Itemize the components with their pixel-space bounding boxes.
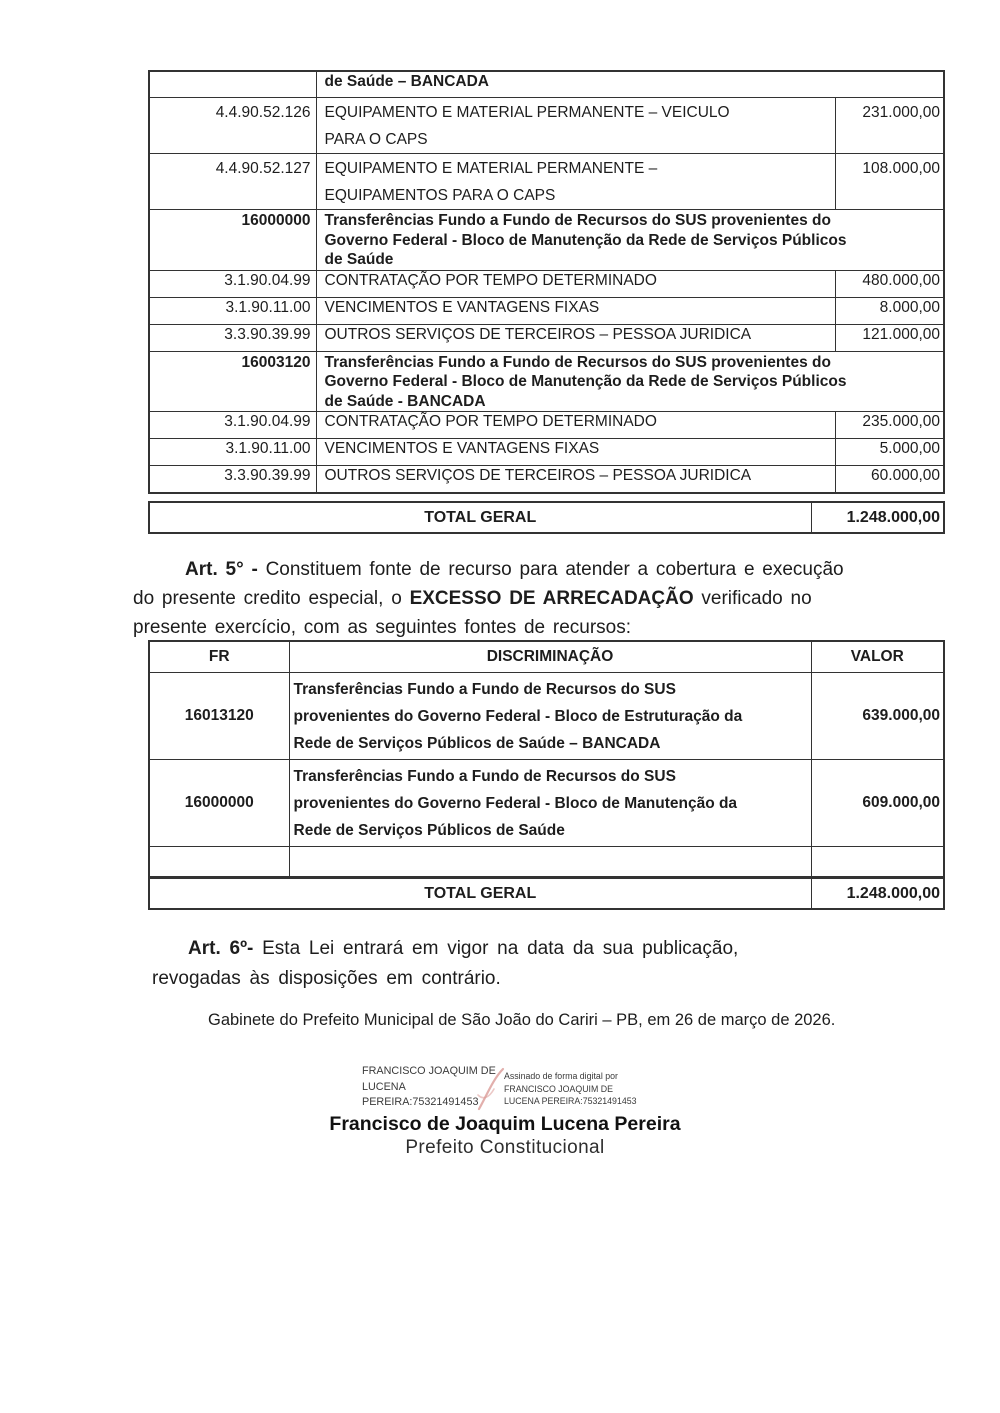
sources-empty-row xyxy=(149,847,944,878)
budget-code: 3.1.90.11.00 xyxy=(149,297,316,324)
budget-desc: EQUIPAMENTO E MATERIAL PERMANENTE – EQUIPAMENTOS PARA O CAPS xyxy=(316,154,835,210)
budget-desc: CONTRATAÇÃO POR TEMPO DETERMINADO xyxy=(316,412,835,439)
table-row xyxy=(149,324,944,351)
article-5-text-1: Constituem fonte de recurso para atender a cobertura e execução do presente credito especial, o xyxy=(133,559,844,609)
sources-row xyxy=(149,760,944,847)
total-row xyxy=(149,878,944,909)
budget-code: 3.1.90.11.00 xyxy=(149,439,316,466)
sources-row xyxy=(149,673,944,760)
budget-desc: Transferências Fundo a Fundo de Recursos do SUS provenientes do Governo Federal - Bloco de Manutenção da Rede de Serviços Públicos de Saúde xyxy=(316,210,944,271)
source-fr xyxy=(149,847,289,878)
total-value: 1.248.000,00 xyxy=(811,502,944,533)
budget-code: 3.3.90.39.99 xyxy=(149,466,316,494)
source-fr: 16013120 xyxy=(149,673,289,760)
dateline: Gabinete do Prefeito Municipal de São João do Cariri – PB, em 26 de março de 2026. xyxy=(208,1011,836,1029)
table-row xyxy=(149,412,944,439)
budget-value: 108.000,00 xyxy=(835,154,944,210)
source-value xyxy=(811,847,944,878)
article-5-emphasis: EXCESSO DE ARRECADAÇÃO xyxy=(409,588,694,609)
budget-desc: de Saúde – BANCADA xyxy=(316,71,944,98)
source-value: 639.000,00 xyxy=(811,673,944,760)
table-row xyxy=(149,98,944,154)
table-row xyxy=(149,154,944,210)
table-row xyxy=(149,297,944,324)
source-fr: 16000000 xyxy=(149,760,289,847)
budget-value: 231.000,00 xyxy=(835,98,944,154)
sources-table xyxy=(148,640,945,878)
budget-desc: VENCIMENTOS E VANTAGENS FIXAS xyxy=(316,297,835,324)
budget-value: 5.000,00 xyxy=(835,439,944,466)
budget-code: 16003120 xyxy=(149,351,316,412)
total-value: 1.248.000,00 xyxy=(811,878,944,909)
table-row xyxy=(149,466,944,494)
budget-code: 3.3.90.39.99 xyxy=(149,324,316,351)
source-value: 609.000,00 xyxy=(811,760,944,847)
signature-certificate-text: FRANCISCO JOAQUIM DE LUCENA PEREIRA:75321491453 xyxy=(362,1065,496,1108)
budget-desc: VENCIMENTOS E VANTAGENS FIXAS xyxy=(316,439,835,466)
budget-value: 235.000,00 xyxy=(835,412,944,439)
budget-code xyxy=(149,71,316,98)
budget-code: 4.4.90.52.126 xyxy=(149,98,316,154)
budget-value: 121.000,00 xyxy=(835,324,944,351)
article-6-label: Art. 6º- xyxy=(188,938,263,959)
budget-code: 3.1.90.04.99 xyxy=(149,412,316,439)
total-table-1 xyxy=(148,501,945,534)
table-section-row xyxy=(149,351,944,412)
budget-code: 3.1.90.04.99 xyxy=(149,270,316,297)
table-row xyxy=(149,439,944,466)
budget-table xyxy=(148,70,945,494)
budget-desc: OUTROS SERVIÇOS DE TERCEIROS – PESSOA JURIDICA xyxy=(316,466,835,494)
header-discriminacao: DISCRIMINAÇÃO xyxy=(289,641,811,673)
total-table-2 xyxy=(148,877,945,910)
total-row xyxy=(149,502,944,533)
budget-value: 60.000,00 xyxy=(835,466,944,494)
article-5-label: Art. 5° - xyxy=(185,559,266,580)
article-6-paragraph xyxy=(152,934,835,994)
article-5-paragraph xyxy=(133,555,875,642)
header-valor: VALOR xyxy=(811,641,944,673)
budget-code: 4.4.90.52.127 xyxy=(149,154,316,210)
article-6-text: Esta Lei entrará em vigor na data da sua publicação, revogadas às disposições em contrário. xyxy=(152,938,739,989)
total-label: TOTAL GERAL xyxy=(149,878,811,909)
signature-flourish-icon xyxy=(476,1067,506,1111)
source-desc xyxy=(289,847,811,878)
budget-desc: Transferências Fundo a Fundo de Recursos do SUS provenientes do Governo Federal - Bloco de Manutenção da Rede de Serviços Públicos de Saúde - BANCADA xyxy=(316,351,944,412)
budget-desc: EQUIPAMENTO E MATERIAL PERMANENTE – VEICULO PARA O CAPS xyxy=(316,98,835,154)
budget-value: 480.000,00 xyxy=(835,270,944,297)
signer-name: Francisco de Joaquim Lucena Pereira xyxy=(329,1113,681,1135)
table-row xyxy=(149,270,944,297)
total-label: TOTAL GERAL xyxy=(149,502,811,533)
budget-value: 8.000,00 xyxy=(835,297,944,324)
header-fr: FR xyxy=(149,641,289,673)
table-section-row xyxy=(149,210,944,271)
article-5-text-2: verificado no presente exercício, com as seguintes fontes de recursos: xyxy=(133,588,812,638)
signer-title: Prefeito Constitucional xyxy=(405,1137,605,1158)
source-desc: Transferências Fundo a Fundo de Recursos do SUS provenientes do Governo Federal - Bloco de Estruturação da Rede de Serviços Públicos de Saúde – BANCADA xyxy=(289,673,811,760)
budget-code: 16000000 xyxy=(149,210,316,271)
sources-header-row xyxy=(149,641,944,673)
table-row xyxy=(149,71,944,98)
budget-desc: CONTRATAÇÃO POR TEMPO DETERMINADO xyxy=(316,270,835,297)
signature-details-text: Assinado de forma digital por FRANCISCO JOAQUIM DE LUCENA PEREIRA:75321491453 xyxy=(504,1071,637,1106)
budget-desc: OUTROS SERVIÇOS DE TERCEIROS – PESSOA JURIDICA xyxy=(316,324,835,351)
source-desc: Transferências Fundo a Fundo de Recursos do SUS provenientes do Governo Federal - Bloco de Manutenção da Rede de Serviços Públicos de Saúde xyxy=(289,760,811,847)
